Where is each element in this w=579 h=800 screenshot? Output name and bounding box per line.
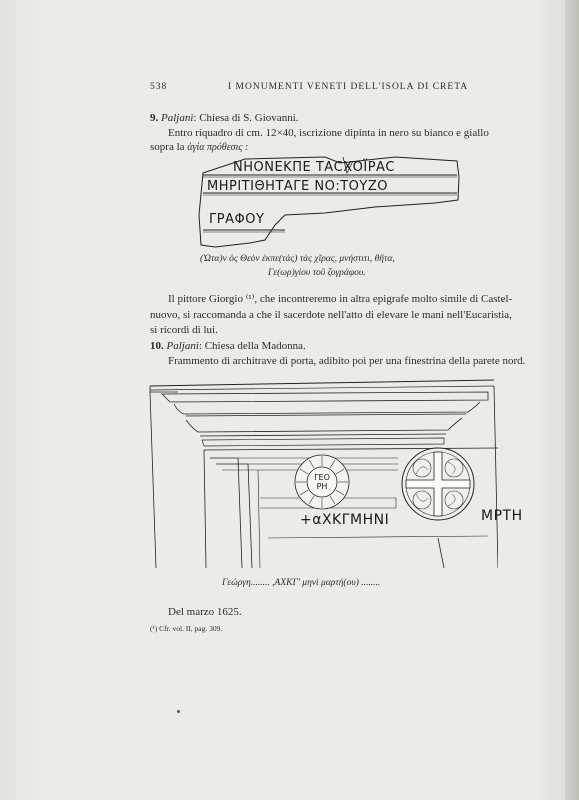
monogram-line: ΓΕΟ: [314, 473, 330, 482]
paragraph-line: nuovo, si raccomanda a che il sacerdote nell'atto di elevare le mani nell'Eucaristia,: [150, 309, 512, 321]
page-edge-shadow: [565, 0, 579, 800]
page-number: 538: [150, 82, 168, 92]
inscription-fragment-drawing: [195, 155, 460, 252]
inscription-line: ΜΗΡΙΤΙΘΗΤΑΓΕ ΝΟ:ΤΟΥΖΟ: [207, 179, 388, 194]
monogram-line: ΡΗ: [316, 482, 328, 491]
inscription-transcription: Γε(ωρ)γίου τοῦ ζογράφου.: [268, 268, 366, 278]
inscription-transcription: (Ὠτα)ν ὁς Θεὸν ἐκπε(τάς) τὰς χῖρας, μνήστιτι, θῆτα,: [200, 254, 395, 264]
page-speck: [177, 710, 180, 713]
architrave-inscription: +αΧΚΓΜΗΝΙ: [300, 512, 390, 528]
running-title: I MONUMENTI VENETI DELL'ISOLA DI CRETA: [228, 82, 469, 92]
architrave-inscription-right: ΜΡΤΗ: [481, 508, 523, 524]
paragraph-line: Il pittore Giorgio ⁽¹⁾, che incontreremo in altra epigrafe molto simile di Castel-: [168, 293, 513, 305]
place-name: Paljanì: [166, 340, 199, 352]
inscription-line: ΓΡΑΦΟΥ: [209, 212, 265, 227]
footnote: (¹) Cfr. vol. II, pag. 309.: [150, 624, 223, 633]
section-number: 10.: [150, 340, 164, 352]
section-10-heading: [150, 338, 306, 354]
inscription-line: ΝΗΟΝΕΚΠΕ ΤΑСΧΟΪΡΑС: [233, 160, 396, 175]
text-prefix: sopra la: [150, 141, 185, 153]
greek-phrase: ἁγία πρόθεσις :: [187, 142, 249, 153]
section-title: : Chiesa della Madonna.: [198, 340, 306, 352]
section-number: 9.: [150, 112, 159, 124]
paragraph-line: si ricordi di lui.: [150, 324, 218, 336]
architrave-transcription: Γεώργη........ ,ΑΧΚΓ' μηνὶ μαρτή(ου) ........: [222, 578, 381, 588]
section-9-heading: [150, 110, 299, 126]
architrave-drawing: [148, 378, 523, 570]
paragraph-line: Frammento di architrave di porta, adibito poi per una finestrina della parete nord.: [168, 355, 526, 367]
closing-line: Del marzo 1625.: [168, 606, 242, 618]
medallion-monogram: [310, 473, 334, 491]
paragraph-line: [150, 139, 248, 156]
section-title: : Chiesa di S. Giovanni.: [193, 112, 299, 124]
paragraph-line: Entro riquadro di cm. 12×40, iscrizione dipinta in nero su bianco e giallo: [168, 127, 489, 139]
place-name: Paljanì: [161, 112, 194, 124]
